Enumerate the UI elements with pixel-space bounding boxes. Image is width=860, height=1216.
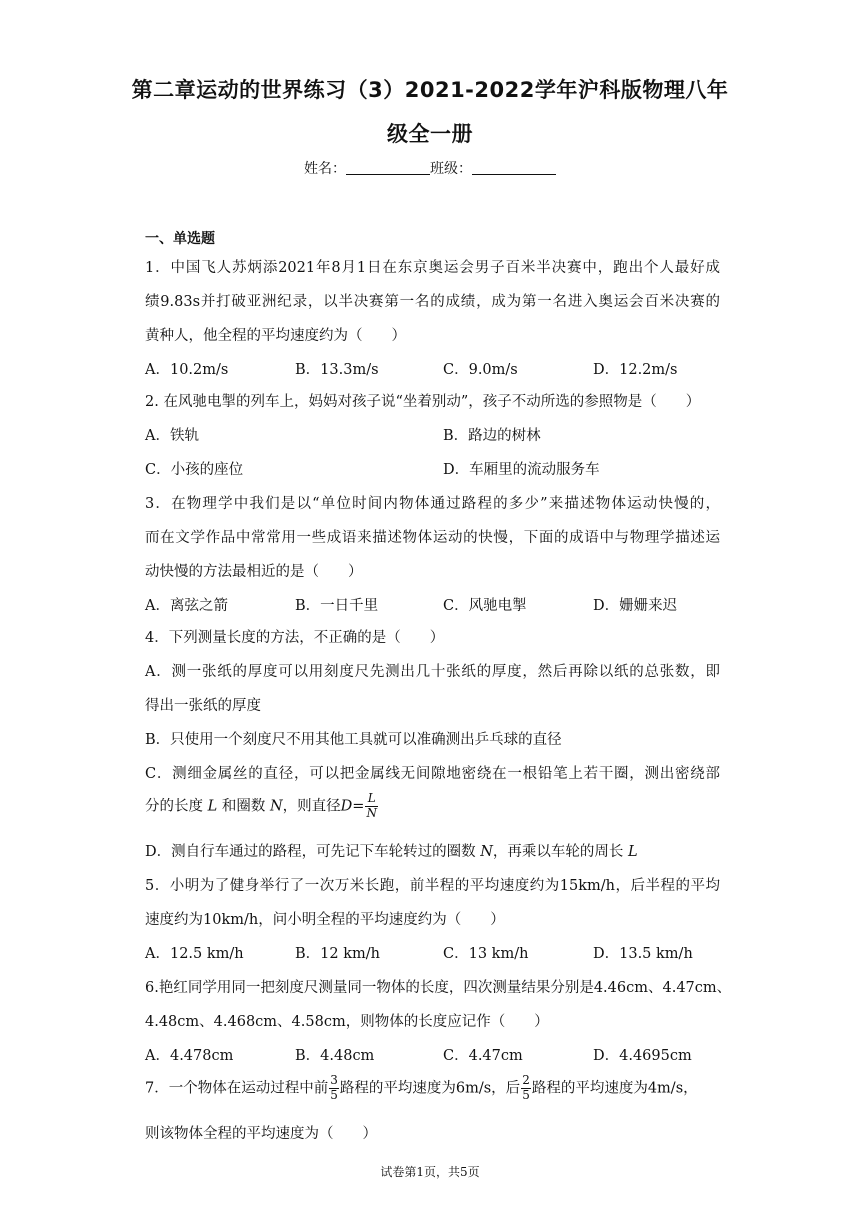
q1-line-1: 1．中国飞人苏炳添2021年8月1日在东京奥运会男子百米半决赛中，跑出个人最好成: [145, 260, 720, 276]
q4-line-1: 4．下列测量长度的方法，不正确的是（ ）: [145, 630, 445, 646]
q2-option-a[interactable]: A．铁轨: [145, 428, 199, 444]
q7-text-2: 路程的平均速度为6m/s，后: [339, 1080, 521, 1097]
q1-line-2: 绩9.83s并打破亚洲纪录，以半决赛第一名的成绩，成为第一名进入奥运会百米决赛的: [145, 294, 720, 310]
q4-option-b[interactable]: B．只使用一个刻度尺不用其他工具就可以准确测出乒乓球的直径: [145, 732, 562, 748]
var-l: L: [207, 798, 218, 815]
equals-sign: =: [352, 798, 365, 815]
q2-line-1: 2. 在风驰电掣的列车上，妈妈对孩子说“坐着别动”，孩子不动所选的参照物是（ ）: [145, 394, 701, 410]
fraction-numerator: 3: [330, 1073, 338, 1087]
page-footer: 试卷第1页，共5页: [380, 1165, 480, 1179]
q4-option-a-line-2[interactable]: 得出一张纸的厚度: [145, 698, 261, 714]
q1-option-c[interactable]: C．9.0m/s: [443, 362, 518, 378]
title-line-1: 第二章运动的世界练习（3）2021-2022学年沪科版物理八年: [131, 78, 729, 102]
fraction-l-over-n: [365, 792, 378, 821]
q4-option-c-line-2[interactable]: [145, 792, 720, 821]
q4-option-c-line-1[interactable]: C．测细金属丝的直径，可以把金属线无间隙地密绕在一根铅笔上若干圈，测出密绕部: [145, 766, 720, 782]
fraction-denominator: 5: [522, 1087, 530, 1102]
q4-option-d[interactable]: [145, 840, 720, 861]
var-n: N: [480, 844, 493, 860]
q5-option-a[interactable]: A．12.5 km/h: [145, 946, 244, 962]
q1-option-d[interactable]: D．12.2m/s: [593, 362, 678, 378]
fraction-denominator: N: [366, 805, 377, 820]
q1-line-3: 黄种人，他全程的平均速度约为（ ）: [145, 328, 406, 344]
q3-line-3: 动快慢的方法最相近的是（ ）: [145, 564, 363, 580]
q5-option-d[interactable]: D．13.5 km/h: [593, 946, 693, 962]
fraction-numerator: L: [365, 792, 378, 807]
fraction-numerator: 2: [522, 1073, 530, 1087]
q3-option-c[interactable]: C．风驰电掣: [443, 598, 527, 614]
q3-option-b[interactable]: B．一日千里: [295, 598, 379, 614]
q5-option-c[interactable]: C．13 km/h: [443, 946, 529, 962]
q4-c-text-a: 分的长度: [145, 798, 203, 815]
q6-option-c[interactable]: C．4.47cm: [443, 1048, 523, 1064]
q6-option-d[interactable]: D．4.4695cm: [593, 1048, 692, 1064]
q2-option-c[interactable]: C．小孩的座位: [145, 462, 244, 478]
class-label: 班级：: [430, 161, 472, 177]
name-label: 姓名：: [304, 161, 346, 177]
q4-d-text-a: D．测自行车通过的路程，可先记下车轮转过的圈数: [145, 844, 476, 860]
var-d: D: [340, 798, 353, 815]
q5-line-2: 速度约为10km/h，问小明全程的平均速度约为（ ）: [145, 912, 505, 928]
q3-line-1: 3．在物理学中我们是以“单位时间内物体通过路程的多少”来描述物体运动快慢的，: [145, 496, 720, 512]
q3-line-2: 而在文学作品中常常用一些成语来描述物体运动的快慢，下面的成语中与物理学描述运: [145, 530, 720, 546]
q4-c-text-b: 和圈数: [221, 798, 266, 815]
q6-option-a[interactable]: A．4.478cm: [145, 1048, 234, 1064]
q6-line-1: 6.艳红同学用同一把刻度尺测量同一物体的长度，四次测量结果分别是4.46cm、4.47cm、: [145, 980, 732, 996]
q7-line-2: 则该物体全程的平均速度为（ ）: [145, 1126, 377, 1142]
q1-option-b[interactable]: B．13.3m/s: [295, 362, 379, 378]
var-l: L: [628, 844, 638, 860]
title-line-2: 级全一册: [387, 122, 473, 146]
q6-option-b[interactable]: B．4.48cm: [295, 1048, 375, 1064]
q2-option-b[interactable]: B．路边的树林: [443, 428, 541, 444]
q6-line-2: 4.48cm、4.468cm、4.58cm，则物体的长度应记作（ ）: [145, 1014, 549, 1030]
q7-line-1: [145, 1074, 720, 1103]
q4-option-a-line-1[interactable]: A．测一张纸的厚度可以用刻度尺先测出几十张纸的厚度，然后再除以纸的总张数，即: [145, 664, 720, 680]
class-blank[interactable]: [472, 160, 556, 175]
q1-option-a[interactable]: A．10.2m/s: [145, 362, 229, 378]
fraction-three-fifths: [329, 1074, 339, 1103]
q5-line-1: 5．小明为了健身举行了一次万米长跑，前半程的平均速度约为15km/h，后半程的平均: [145, 878, 720, 894]
name-blank[interactable]: [346, 160, 430, 175]
q4-d-text-b: ，再乘以车轮的周长: [492, 844, 624, 860]
q3-option-a[interactable]: A．离弦之箭: [145, 598, 228, 614]
fraction-denominator: 5: [330, 1087, 338, 1102]
var-n: N: [269, 798, 283, 815]
q3-option-d[interactable]: D．姗姗来迟: [593, 598, 678, 614]
q7-text-3: 路程的平均速度为4m/s，: [531, 1080, 698, 1097]
q4-c-text-c: ，则直径: [282, 798, 341, 815]
section-title: 一、单选题: [145, 231, 215, 247]
fraction-two-fifths: [521, 1074, 531, 1103]
q7-text-1: 7．一个物体在运动过程中前: [145, 1080, 329, 1097]
q2-option-d[interactable]: D．车厢里的流动服务车: [443, 462, 600, 478]
q5-option-b[interactable]: B．12 km/h: [295, 946, 380, 962]
student-info-row: [0, 158, 860, 178]
